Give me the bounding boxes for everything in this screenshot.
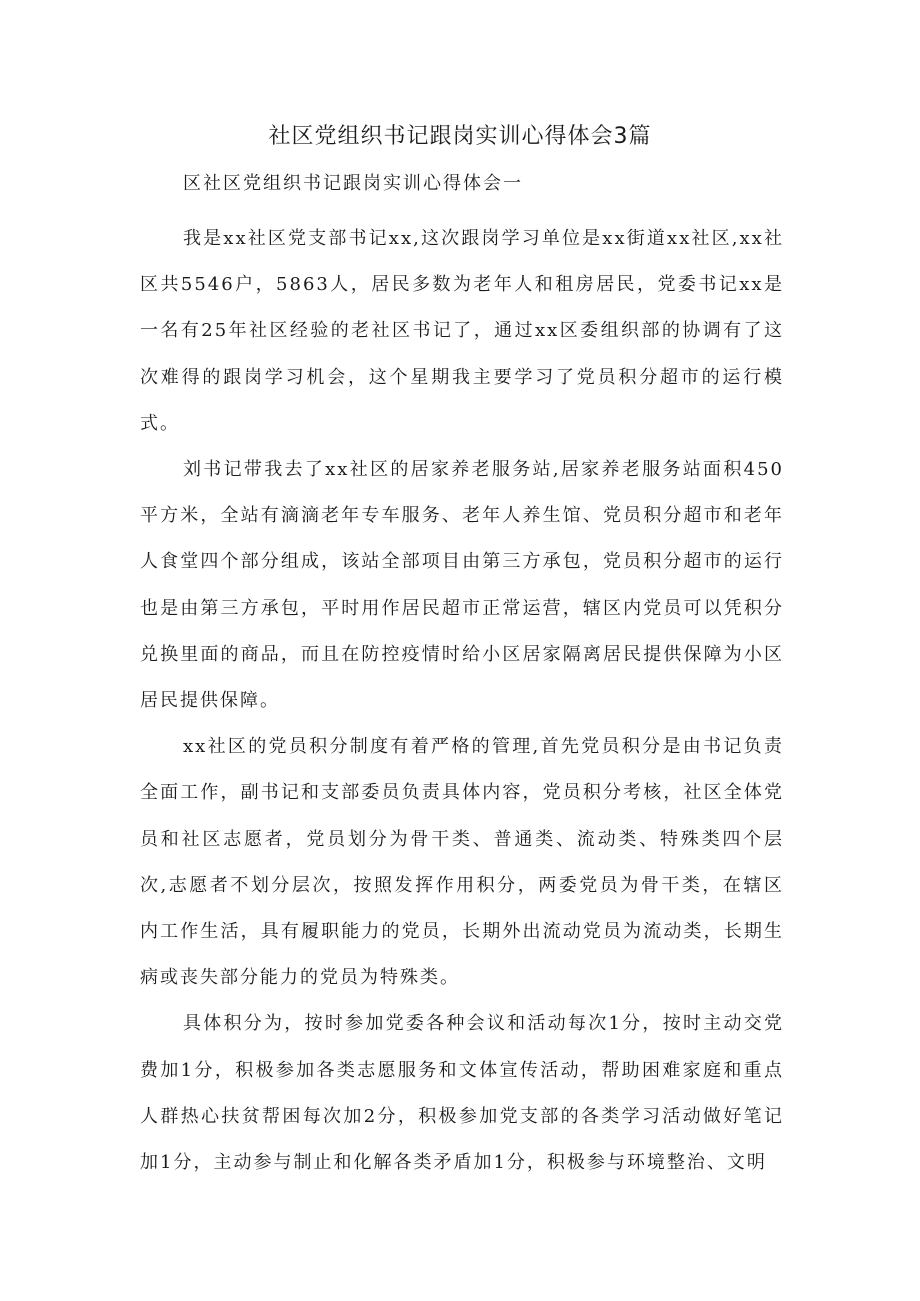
- paragraph-3: xx社区的党员积分制度有着严格的管理,首先党员积分是由书记负责全面工作，副书记和支部委员负责具体内容，党员积分考核，社区全体党员和社区志愿者，党员划分为骨干类、普通类、流动类、特殊类四个层次,志愿者不划分层次，按照发挥作用积分，两委党员为骨干类，在辖区内工作生活，具有履职能力的党员，长期外出流动党员为流动类，长期生病或丧失部分能力的党员为特殊类。: [140, 736, 784, 989]
- document-body: [140, 216, 784, 1186]
- paragraph-4: 具体积分为，按时参加党委各种会议和活动每次1分，按时主动交党费加1分，积极参加各类志愿服务和文体宣传活动，帮助困难家庭和重点人群热心扶贫帮困每次加2分，积极参加党支部的各类学习活动做好笔记加1分，主动参与制止和化解各类矛盾加1分，积极参与环境整治、文明: [140, 1013, 784, 1174]
- paragraph-1: 我是xx社区党支部书记xx,这次跟岗学习单位是xx街道xx社区,xx社区共5546户，5863人，居民多数为老年人和租房居民，党委书记xx是一名有25年社区经验的老社区书记了，通过xx区委组织部的协调有了这次难得的跟岗学习机会，这个星期我主要学习了党员积分超市的运行模式。: [140, 228, 784, 434]
- paragraph-2: 刘书记带我去了xx社区的居家养老服务站,居家养老服务站面积450平方米，全站有滴滴老年专车服务、老年人养生馆、党员积分超市和老年人食堂四个部分组成，该站全部项目由第三方承包，党员积分超市的运行也是由第三方承包，平时用作居民超市正常运营，辖区内党员可以凭积分兑换里面的商品，而且在防控疫情时给小区居家隔离居民提供保障为小区居民提供保障。: [140, 459, 784, 712]
- document-title: 社区党组织书记跟岗实训心得体会3篇: [268, 124, 652, 149]
- section-heading: 区社区党组织书记跟岗实训心得体会一: [183, 173, 523, 194]
